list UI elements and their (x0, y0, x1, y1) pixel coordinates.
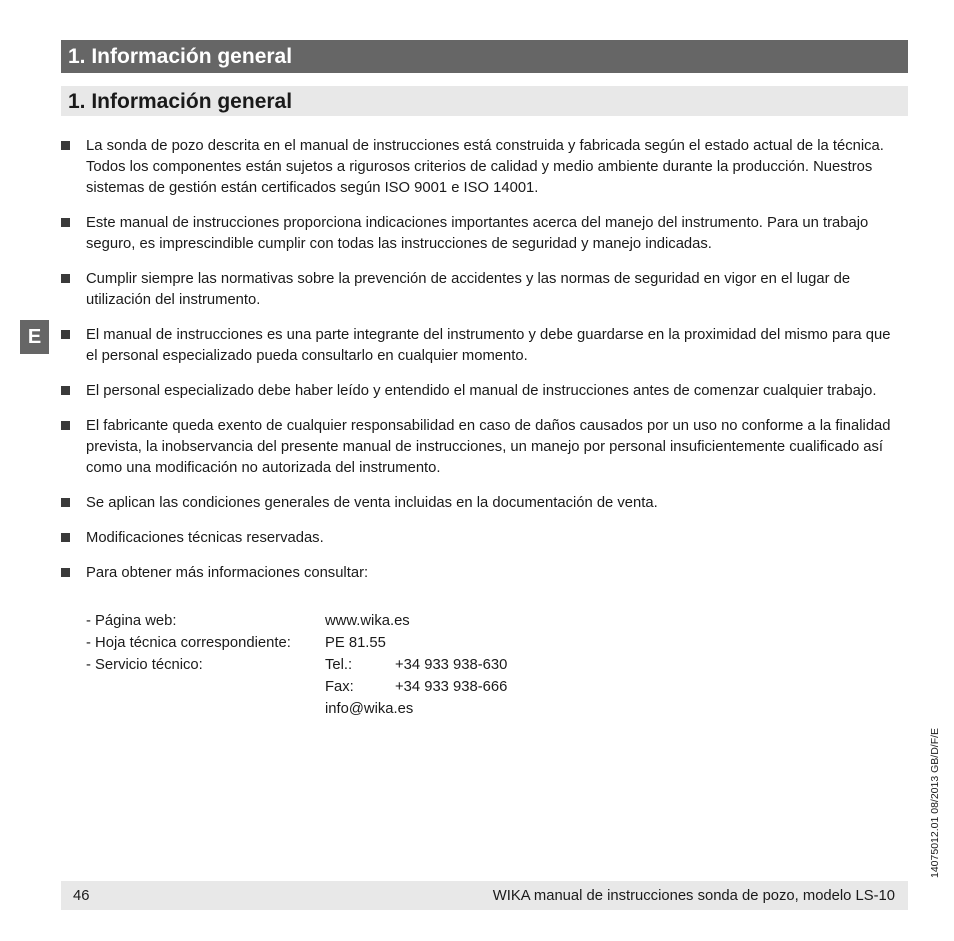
language-tab: E (20, 320, 49, 354)
bullet-item (61, 136, 891, 199)
bullet-item (61, 416, 891, 479)
bullet-square-icon (61, 218, 70, 227)
page-footer (61, 881, 908, 910)
bullet-text: Este manual de instrucciones proporciona indicaciones importantes acerca del manejo del instrumento. Para un trabajo seguro, es imprescindible cumplir con todas las instrucciones de seguridad y manejo indicadas. (86, 215, 869, 252)
bullet-text: El fabricante queda exento de cualquier responsabilidad en caso de daños causados por un uso no conforme a la finalidad prevista, la inobservancia del presente manual de instrucciones, un manejo por personal insuficientemente cualificado así como una modificación no autorizada del instrumento. (86, 418, 891, 476)
bullet-square-icon (61, 533, 70, 542)
bullet-item (61, 213, 891, 255)
bullet-item (61, 493, 891, 514)
web-link[interactable]: www.wika.es (325, 613, 410, 629)
bullet-square-icon (61, 568, 70, 577)
bullet-item (61, 269, 891, 311)
fax-value: +34 933 938-666 (395, 679, 508, 695)
bullet-item (61, 563, 891, 584)
bullet-square-icon (61, 498, 70, 507)
bullet-text: Cumplir siempre las normativas sobre la prevención de accidentes y las normas de seguridad en vigor en el lugar de utilización del instrumento. (86, 271, 851, 308)
bullet-text: Se aplican las condiciones generales de venta incluidas en la documentación de venta. (86, 495, 658, 511)
bullet-item (61, 528, 891, 549)
bullet-text: El manual de instrucciones es una parte integrante del instrumento y debe guardarse en la proximidad del mismo para que el personal especializado pueda consultarlo en cualquier momento. (86, 327, 891, 364)
service-label: - Servicio técnico: (86, 657, 203, 673)
document-number: 14075012.01 08/2013 GB/D/F/E (929, 727, 941, 878)
tel-value: +34 933 938-630 (395, 657, 508, 673)
bullet-text: La sonda de pozo descrita en el manual de instrucciones está construida y fabricada según el estado actual de la técnica. Todos los componentes están sujetos a rigurosos criterios de calidad y medio ambiente durante la producción. Nuestros sistemas de gestión están certificados según ISO 9001 e ISO 14001. (86, 138, 884, 196)
section-heading: 1. Información general (61, 86, 908, 116)
title-bar: 1. Información general (61, 40, 908, 73)
bullet-item (61, 381, 891, 402)
bullet-text: Modificaciones técnicas reservadas. (86, 530, 324, 546)
email-link[interactable]: info@wika.es (325, 701, 414, 717)
footer-title: WIKA manual de instrucciones sonda de pozo, modelo LS-10 (492, 888, 895, 904)
fax-label: Fax: (325, 679, 354, 695)
bullet-square-icon (61, 141, 70, 150)
bullet-square-icon (61, 330, 70, 339)
web-label: - Página web: (86, 613, 177, 629)
datasheet-label: - Hoja técnica correspondiente: (86, 635, 291, 651)
tel-label: Tel.: (325, 657, 353, 673)
bullet-item (61, 325, 891, 367)
bullet-list (61, 136, 891, 598)
bullet-square-icon (61, 421, 70, 430)
bullet-text: Para obtener más informaciones consultar: (86, 565, 369, 581)
bullet-square-icon (61, 386, 70, 395)
datasheet-value: PE 81.55 (325, 635, 386, 651)
page-number: 46 (73, 888, 90, 904)
bullet-square-icon (61, 274, 70, 283)
bullet-text: El personal especializado debe haber leído y entendido el manual de instrucciones antes de comenzar cualquier trabajo. (86, 383, 877, 399)
